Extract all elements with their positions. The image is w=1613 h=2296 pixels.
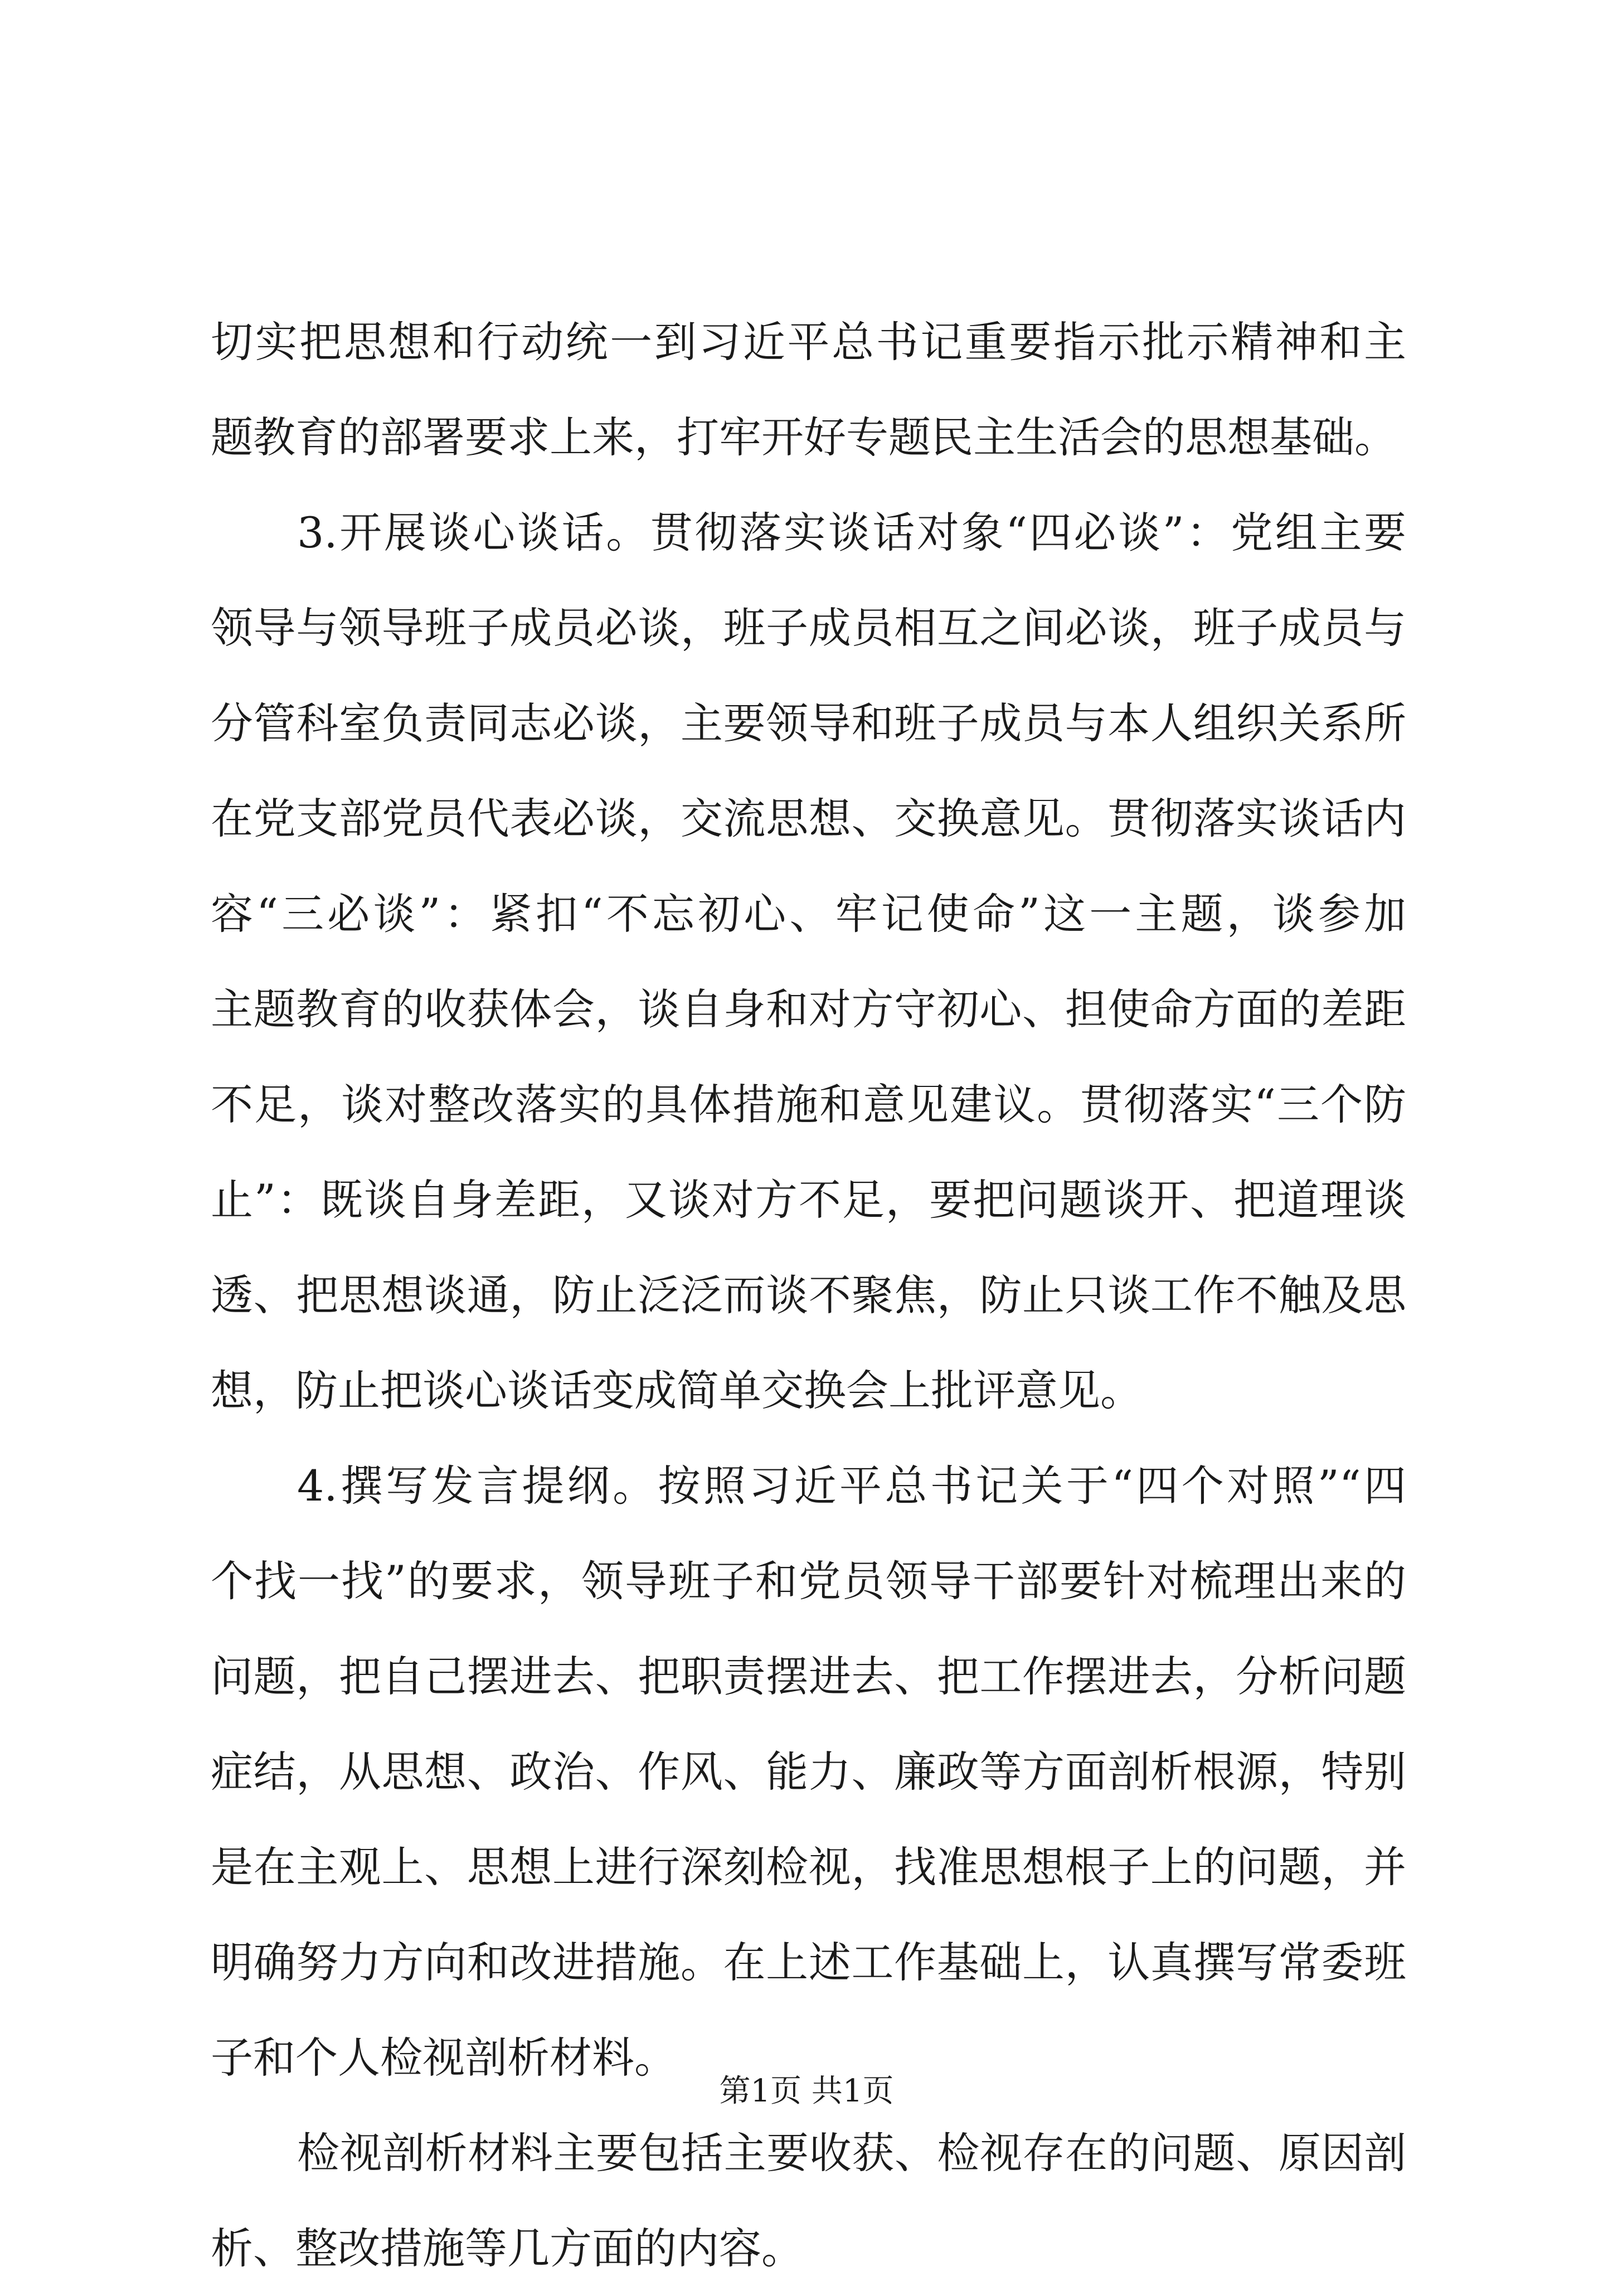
- text-line: 容“三必谈”：紧扣“不忘初心、牢记使命”这一主题，谈参加: [211, 889, 1406, 939]
- text-line: 切实把思想和行动统一到习近平总书记重要指示批示精神和主: [211, 317, 1406, 367]
- text-line: 止”：既谈自身差距，又谈对方不足，要把问题谈开、把道理谈: [211, 1175, 1406, 1225]
- text-line: 问题，把自己摆进去、把职责摆进去、把工作摆进去，分析问题: [211, 1652, 1406, 1701]
- page-number-footer: 第1页 共1页: [719, 2073, 894, 2109]
- text-line: 不足，谈对整改落实的具体措施和意见建议。贯彻落实“三个防: [211, 1080, 1406, 1129]
- text-line: 在党支部党员代表必谈，交流思想、交换意见。贯彻落实谈话内: [211, 794, 1406, 843]
- text-line: 主题教育的收获体会，谈自身和对方守初心、担使命方面的差距: [211, 984, 1406, 1034]
- text-line: 明确努力方向和改进措施。在上述工作基础上，认真撰写常委班: [211, 1938, 1406, 1987]
- document-body: [211, 294, 1406, 2296]
- text-line: 分管科室负责同志必谈，主要领导和班子成员与本人组织关系所: [211, 698, 1406, 748]
- text-line: 是在主观上、思想上进行深刻检视，找准思想根子上的问题，并: [211, 1842, 1406, 1892]
- text-line: 透、把思想谈通，防止泛泛而谈不聚焦，防止只谈工作不触及思: [211, 1270, 1406, 1320]
- text-line: 症结，从思想、政治、作风、能力、廉政等方面剖析根源，特别: [211, 1747, 1406, 1797]
- text-line: 析、整改措施等几方面的内容。: [211, 2224, 804, 2273]
- text-line: 4.撰写发言提纲。按照习近平总书记关于“四个对照”“四: [297, 1461, 1406, 1511]
- text-line: 子和个人检视剖析材料。: [211, 2033, 677, 2083]
- text-line: 领导与领导班子成员必谈，班子成员相互之间必谈，班子成员与: [211, 603, 1406, 653]
- text-line: 想，防止把谈心谈话变成简单交换会上批评意见。: [211, 1366, 1143, 1415]
- text-line: 个找一找”的要求，领导班子和党员领导干部要针对梳理出来的: [211, 1556, 1406, 1606]
- text-line: 3.开展谈心谈话。贯彻落实谈话对象“四必谈”：党组主要: [297, 508, 1406, 557]
- text-line: 题教育的部署要求上来，打牢开好专题民主生活会的思想基础。: [211, 412, 1397, 462]
- text-line: 检视剖析材料主要包括主要收获、检视存在的问题、原因剖: [297, 2128, 1406, 2178]
